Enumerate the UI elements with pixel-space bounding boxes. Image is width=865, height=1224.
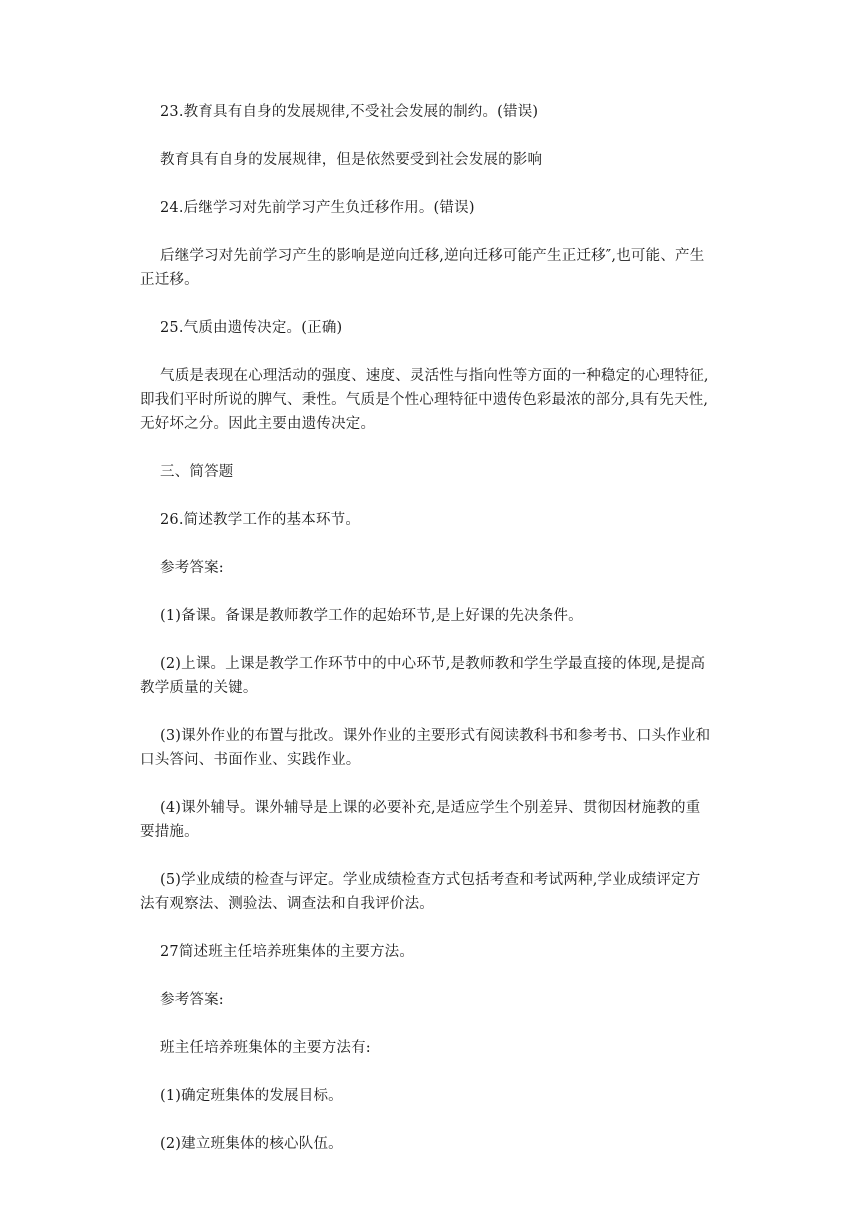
text-line: 26.简述教学工作的基本环节。 — [160, 512, 361, 528]
text-line: 班主任培养班集体的主要方法有: — [160, 1040, 371, 1056]
text-line: 即我们平时所说的脾气、秉性。气质是个性心理特征中遗传色彩最浓的部分,具有先天性, — [140, 392, 709, 408]
text-line: 要措施。 — [140, 824, 199, 840]
text-line: (1)备课。备课是教师教学工作的起始环节,是上好课的先决条件。 — [160, 608, 583, 624]
paragraph-q23-explanation — [160, 148, 740, 172]
answer-item-2 — [140, 652, 740, 700]
text-line: 25.气质由遗传决定。(正确) — [160, 320, 343, 336]
text-line: (2)建立班集体的核心队伍。 — [160, 1136, 343, 1152]
paragraph-q26 — [160, 508, 740, 532]
answer-item-1 — [160, 1084, 740, 1108]
text-line: (3)课外作业的布置与批改。课外作业的主要形式有阅读教科书和参考书、口头作业和 — [160, 728, 711, 744]
text-line: (1)确定班集体的发展目标。 — [160, 1088, 343, 1104]
text-line: 三、简答题 — [160, 464, 234, 480]
document-body — [140, 100, 740, 1180]
paragraph-q25-explanation — [140, 364, 740, 436]
answer-item-2 — [160, 1132, 740, 1156]
answer-item-5 — [140, 868, 740, 916]
text-line: (2)上课。上课是教学工作环节中的中心环节,是教师教和学生学最直接的体现,是提高 — [160, 656, 706, 672]
text-line: (4)课外辅导。课外辅导是上课的必要补充,是适应学生个别差异、贯彻因材施教的重 — [160, 800, 701, 816]
answer-item-4 — [140, 796, 740, 844]
text-line: 23.教育具有自身的发展规律,不受社会发展的制约。(错误) — [160, 104, 539, 120]
text-line: 口头答问、书面作业、实践作业。 — [140, 752, 361, 768]
reference-answer-label — [160, 556, 740, 580]
text-line: 气质是表现在心理活动的强度、速度、灵活性与指向性等方面的一种稳定的心理特征, — [160, 368, 709, 384]
paragraph-q23 — [160, 100, 740, 124]
paragraph-q24-explanation — [140, 244, 740, 292]
paragraph-q27 — [160, 940, 740, 964]
text-line: (5)学业成绩的检查与评定。学业成绩检查方式包括考查和考试两种,学业成绩评定方 — [160, 872, 701, 888]
text-line: 正迁移。 — [140, 272, 199, 288]
paragraph-q25 — [160, 316, 740, 340]
text-line: 参考答案: — [160, 560, 224, 576]
text-line: 法有观察法、测验法、调查法和自我评价法。 — [140, 896, 434, 912]
text-line: 无好坏之分。因此主要由遗传决定。 — [140, 416, 376, 432]
text-line: 27简述班主任培养班集体的主要方法。 — [160, 944, 415, 960]
paragraph-q24 — [160, 196, 740, 220]
reference-answer-label — [160, 988, 740, 1012]
answer-intro — [160, 1036, 740, 1060]
answer-item-3 — [140, 724, 740, 772]
text-line: 参考答案: — [160, 992, 224, 1008]
text-line: 教学质量的关键。 — [140, 680, 258, 696]
text-line: 后继学习对先前学习产生的影响是逆向迁移,逆向迁移可能产生正迁移″,也可能、产生 — [160, 248, 705, 264]
text-line: 24.后继学习对先前学习产生负迁移作用。(错误) — [160, 200, 475, 216]
text-line: 教育具有自身的发展规律，但是依然要受到社会发展的影响 — [160, 152, 543, 168]
answer-item-1 — [160, 604, 740, 628]
section-heading — [160, 460, 740, 484]
